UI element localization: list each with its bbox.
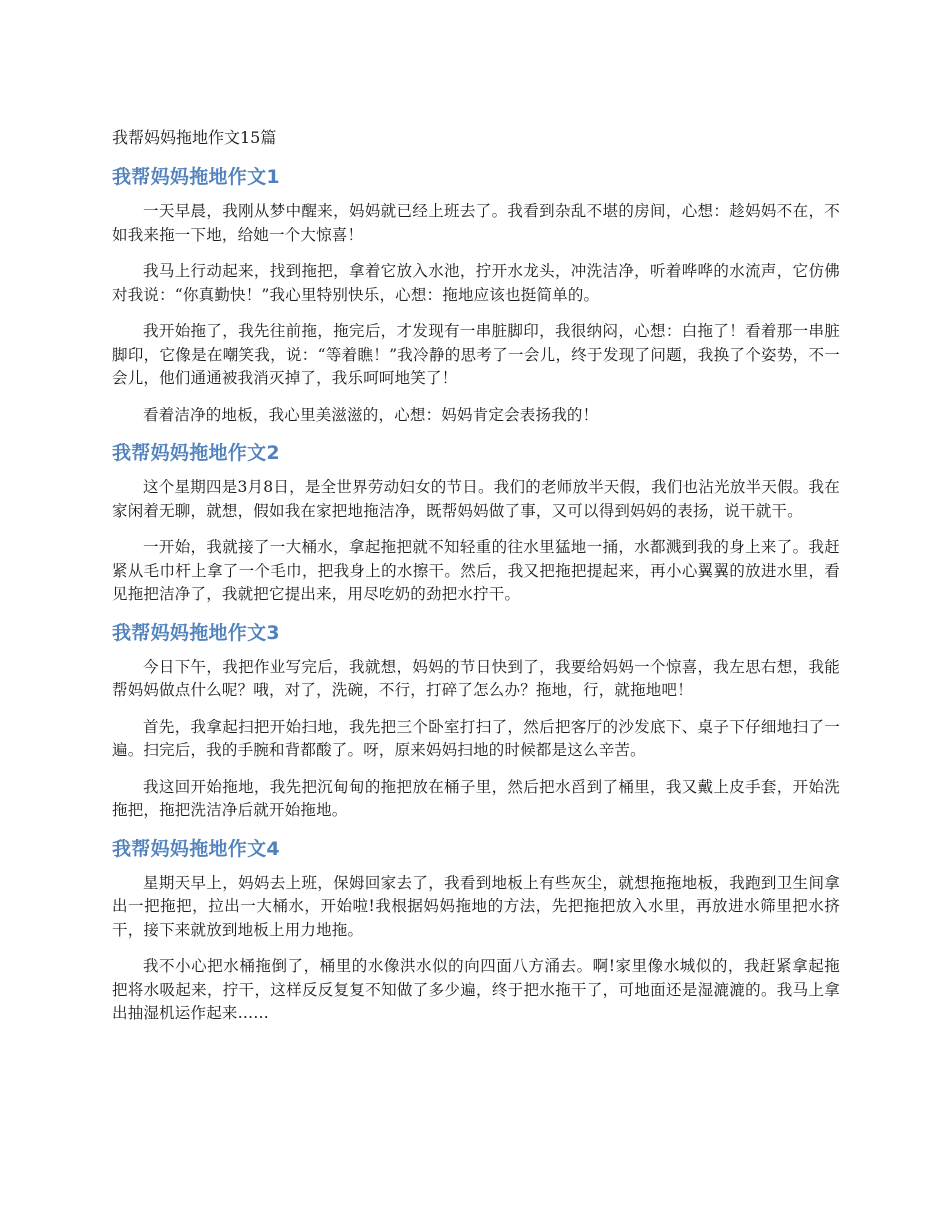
- section-heading: 我帮妈妈拖地作文4: [112, 837, 280, 860]
- paragraph: 我这回开始拖地，我先把沉甸甸的拖把放在桶子里，然后把水舀到了桶里，我又戴上皮手套，开始洗拖把，拖把洗洁净后就开始拖地。: [112, 777, 840, 819]
- paragraph: 我开始拖了，我先往前拖，拖完后，才发现有一串脏脚印，我很纳闷，心想：白拖了！看着那一串脏脚印，它像是在嘲笑我，说：“等着瞧！”我冷静的思考了一会儿，终于发现了问题，我换了个姿势，不一会儿，他们通通被我消灭掉了，我乐呵呵地笑了！: [112, 322, 840, 387]
- paragraph: 一开始，我就接了一大桶水，拿起拖把就不知轻重的往水里猛地一捅，水都溅到我的身上来了。我赶紧从毛巾杆上拿了一个毛巾，把我身上的水擦干。然后，我又把拖把提起来，再小心翼翼的放进水里，看见拖把洁净了，我就把它提出来，用尽吃奶的劲把水拧干。: [112, 538, 840, 603]
- section-2: [112, 440, 840, 607]
- document-title: 我帮妈妈拖地作文15篇: [112, 128, 277, 147]
- paragraph: 看着洁净的地板，我心里美滋滋的，心想：妈妈肯定会表扬我的！: [143, 405, 599, 424]
- section-heading: 我帮妈妈拖地作文3: [112, 621, 280, 644]
- paragraph: 星期天早上，妈妈去上班，保姆回家去了，我看到地板上有些灰尘，就想拖拖地板，我跑到卫生间拿出一把拖把，拉出一大桶水，开始啦!我根据妈妈拖地的方法，先把拖把放入水里，再放进水筛里把水挤干，接下来就放到地板上用力地拖。: [112, 873, 840, 939]
- document-page: [112, 126, 840, 1039]
- section-4: [112, 836, 840, 1026]
- paragraph: 这个星期四是3月8日，是全世界劳动妇女的节日。我们的老师放半天假，我们也沾光放半天假。我在家闲着无聊，就想，假如我在家把地拖洁净，既帮妈妈做了事，又可以得到妈妈的表扬，说干就干。: [112, 478, 840, 520]
- paragraph: 我不小心把水桶拖倒了，桶里的水像洪水似的向四面八方涌去。啊!家里像水城似的，我赶紧拿起拖把将水吸起来，拧干，这样反反复复不知做了多少遍，终于把水拖干了，可地面还是湿漉漉的。我马上拿出抽湿机运作起来……: [112, 957, 840, 1022]
- paragraph: 我马上行动起来，找到拖把，拿着它放入水池，拧开水龙头，冲洗洁净，听着哗哗的水流声，它仿佛对我说：“你真勤快！”我心里特别快乐，心想：拖地应该也挺简单的。: [112, 262, 840, 304]
- section-3: [112, 620, 840, 823]
- paragraph: 今日下午，我把作业写完后，我就想，妈妈的节日快到了，我要给妈妈一个惊喜，我左思右想，我能帮妈妈做点什么呢？哦，对了，洗碗，不行，打碎了怎么办？拖地，行，就拖地吧！: [112, 657, 840, 699]
- section-heading: 我帮妈妈拖地作文2: [112, 442, 280, 464]
- section-heading: 我帮妈妈拖地作文1: [112, 166, 280, 188]
- section-1: [112, 164, 840, 427]
- paragraph: 首先，我拿起扫把开始扫地，我先把三个卧室打扫了，然后把客厅的沙发底下、桌子下仔细地扫了一遍。扫完后，我的手腕和背都酸了。呀，原来妈妈扫地的时候都是这么辛苦。: [112, 717, 840, 759]
- paragraph: 一天早晨，我刚从梦中醒来，妈妈就已经上班去了。我看到杂乱不堪的房间，心想：趁妈妈不在，不如我来拖一下地，给她一个大惊喜！: [112, 202, 840, 244]
